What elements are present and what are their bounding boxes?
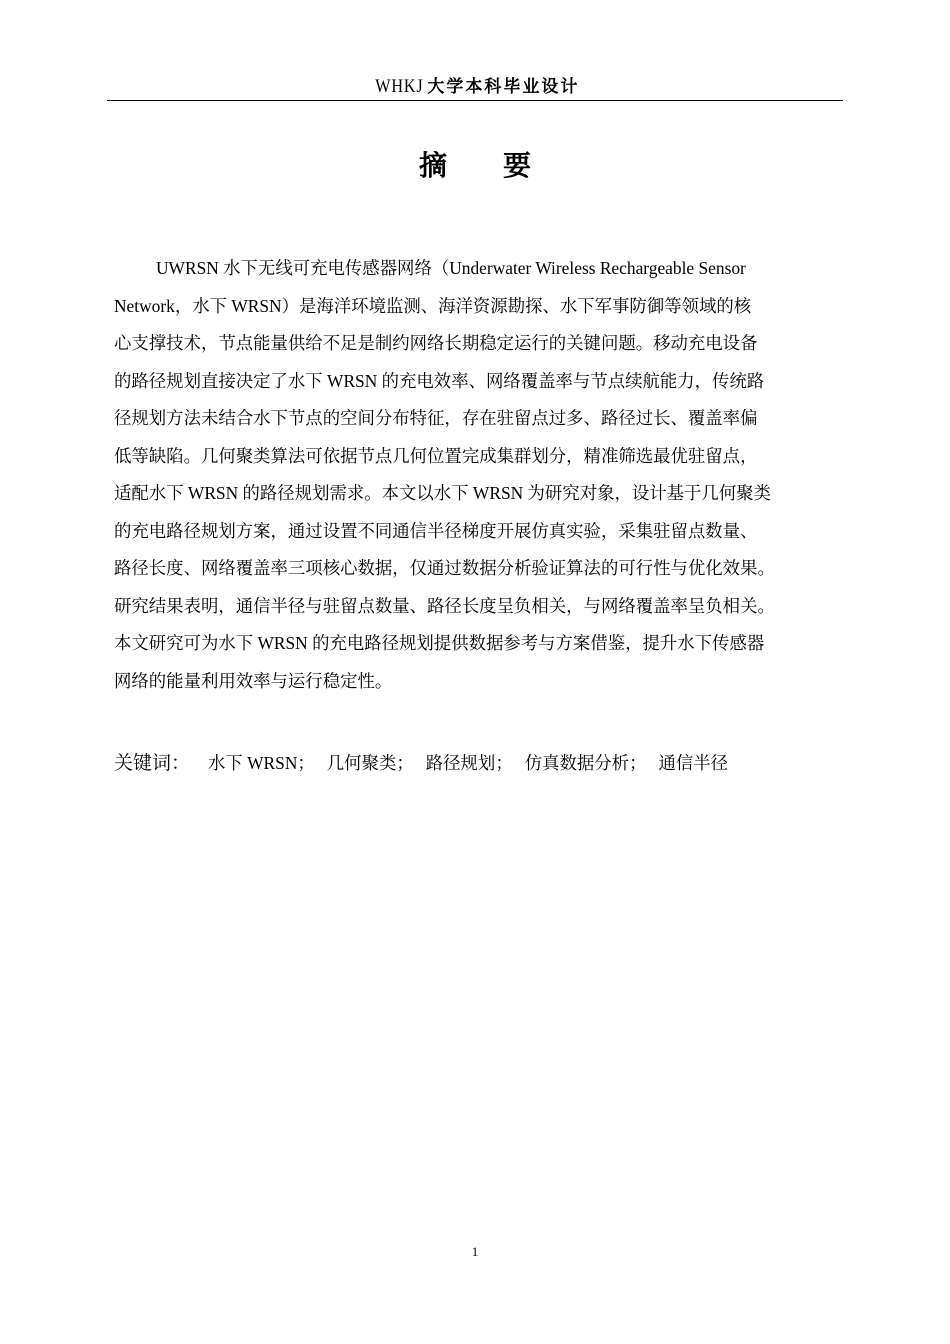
header-title: 大学本科毕业设计 <box>427 77 580 97</box>
abstract-body <box>114 250 836 700</box>
abstract-line: 的充电路径规划方案，通过设置不同通信半径梯度开展仿真实验，采集驻留点数量、 <box>114 520 758 541</box>
abstract-line: 径规划方法未结合水下节点的空间分布特征，存在驻留点过多、路径过长、覆盖率偏 <box>114 408 758 428</box>
abstract-line: 路径长度、网络覆盖率三项核心数据，仅通过数据分析验证算法的可行性与优化效果。 <box>114 558 775 578</box>
header-rule <box>107 100 843 101</box>
abstract-line: 心支撑技术，节点能量供给不足是制约网络长期稳定运行的关键问题。移动充电设备 <box>114 333 758 353</box>
header-school: WHKJ <box>374 76 424 97</box>
keyword-item: 仿真数据分析； <box>524 753 647 773</box>
abstract-line: 低等缺陷。几何聚类算法可依据节点几何位置完成集群划分，精准筛选最优驻留点， <box>114 445 758 466</box>
abstract-line: 适配水下 WRSN 的路径规划需求。本文以水下 WRSN 为研究对象，设计基于几何聚类 <box>114 483 771 503</box>
keyword-item: 水下 WRSN； <box>208 753 315 773</box>
keywords <box>114 745 740 781</box>
page-header <box>107 74 843 100</box>
abstract-line: 网络的能量利用效率与运行稳定性。 <box>114 670 393 691</box>
abstract-line: UWRSN 水下无线可充电传感器网络（Underwater Wireless Rechargeable Sensor <box>156 258 746 278</box>
abstract-line: 的路径规划直接决定了水下 WRSN 的充电效率、网络覆盖率与节点续航能力，传统路 <box>114 370 765 391</box>
keyword-item: 路径规划； <box>425 753 513 773</box>
abstract-line: 研究结果表明，通信半径与驻留点数量、路径长度呈负相关，与网络覆盖率呈负相关。 <box>114 595 775 616</box>
keyword-item: 通信半径 <box>658 753 729 773</box>
abstract-title: 摘要 <box>418 149 587 182</box>
abstract-line: 本文研究可为水下 WRSN 的充电路径规划提供数据参考与方案借鉴，提升水下传感器 <box>114 633 765 653</box>
page-number: 1 <box>471 1244 479 1259</box>
abstract-line: Network，水下 WRSN）是海洋环境监测、海洋资源勘探、水下军事防御等领域的核 <box>114 295 752 316</box>
keyword-item: 几何聚类； <box>326 753 414 773</box>
keywords-label: 关键词： <box>114 752 191 774</box>
